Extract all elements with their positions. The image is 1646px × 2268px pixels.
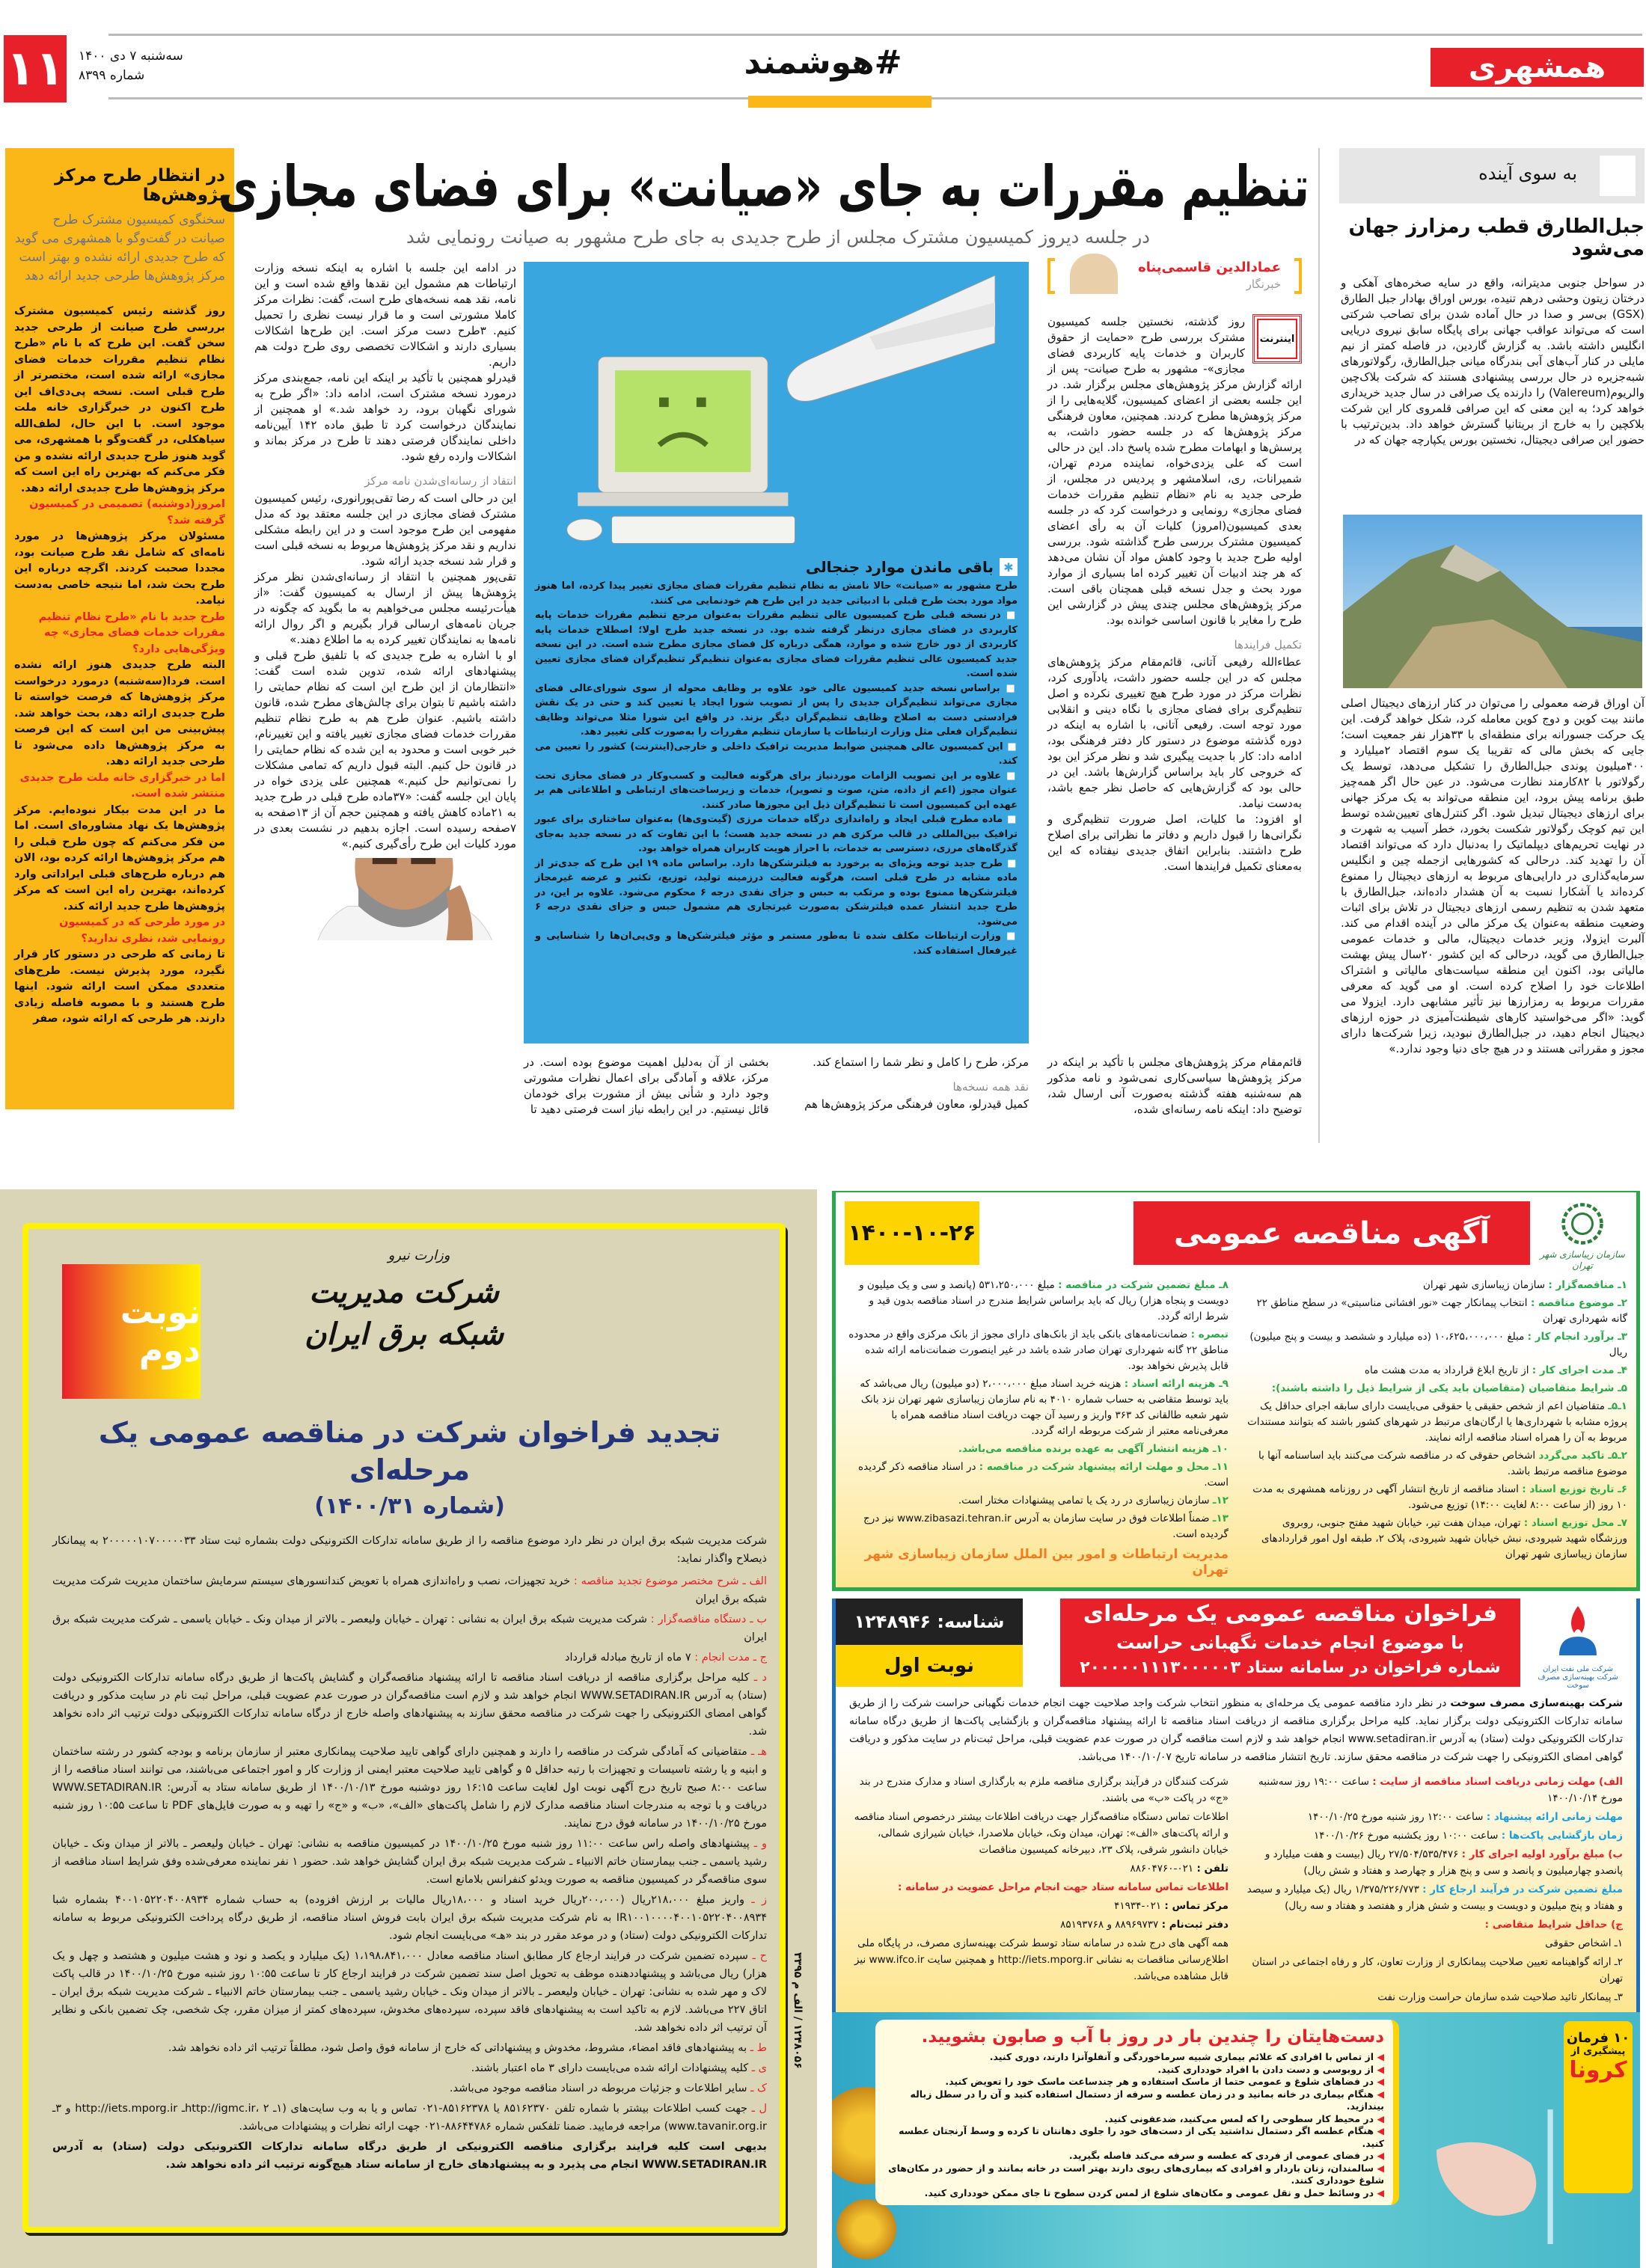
clause-text: سازمان زیباسازی در رد یک یا تمامی پیشنهادات مختار است. <box>958 1495 1210 1507</box>
ad-subtitle: با موضوع انجام خدمات نگهبانی حراست <box>1116 1632 1464 1653</box>
ad-clause <box>1243 1448 1627 1480</box>
paragraph: عطاءالله رفیعی آتانی، قائم‌مقام مرکز پژوهش‌های مجلس که در این جلسه حضور داشت، یادآوری کرد، نظرات مرکز در مورد طرح هیچ تغییری نکرده و اصل تنظیم‌گری برای فضای مجازی با نگاه دینی و انقلابی مورد توجه است. رفیعی آتانی، با اشاره به اینکه در دوره گذشته موضوع در دستور کار دفتر فرهنگی بود، ادامه داد: کار با جدیت پیگیری شد و نظر مرکز این بود که خروجی کار باید براساس گزارش‌ها باشد. این در حالی بود که گزارش‌هایی که حاصل نظر جمع باشد، به‌دست نیامد. <box>1047 655 1302 810</box>
badge-line: کرونا <box>1569 2057 1627 2083</box>
ad-intro <box>836 1687 1636 1766</box>
clause-label: تبصره : <box>1190 1328 1229 1340</box>
clause-text: ۱ـ اشخاص حقوقی <box>1545 1937 1623 1949</box>
list-item: ■ این کمیسیون عالی همچنین ضوابط مدیریت ترافیک داخلی و خارجی(اینترنت) کشور را تعیین می کند. <box>535 740 1018 769</box>
ad-number: (شماره ۱۴۰۰/۳۱) <box>314 1493 505 1519</box>
clause-text: ۲ـ ارائه گواهینامه تعیین صلاحیت پیمانکاری از وزارت تعاون، کار و رفاه اجتماعی در استان تهران <box>1252 1956 1623 1985</box>
sad-computer-illustration <box>535 262 1018 554</box>
ad-clause <box>1243 1954 1623 1987</box>
gibraltar-paragraph: آن اوراق قرضه معمولی را می‌توان در کنار ارزهای دیجیتال اصلی مانند بیت کوین و دوج کوین معامله کرد، شکل خواهد گرفت. این یک حرکت جسورانه برای منطقه‌ای با ۳۳هزار نفر جمعیت است؛ جایی که بخش مالی که تقریبا یک سوم اقتصاد ۲میلیارد و ۴۰۰میلیون پوندی جبل‌الطارق را تشکیل می‌دهد، توسط یک رگولاتور با ۸۲کارمند نظارت می‌شود. در عین حال اگر همه‌چیز طبق برنامه پیش برود، این منطقه می‌تواند به یک مرکز جهانی برای ارزهای دیجیتال تبدیل شود. اگر کنترل‌های تعیین‌شده توسط این تیم کوچک رگولاتور شکست بخورد، خطر آسیب به شهرت و در نهایت تحریم‌های دیپلماتیک را به‌دنبال دارد که می‌تواند اقتصاد آن را تهدید کند. درحالی که کشورهایی ازجمله چین و انگلیس سرمایه‌گذاری در دارایی‌های مربوط به ارزهای دیجیتال را ممنوع کرده‌اند یا آشکارا نسبت به آن هشدار داده‌اند، جبل‌الطارق با متعهد شدن به تنظیم رسمی ارزهای دیجیتال در تلاش برای اثبات وضعیت منطقه به‌عنوان یک مرکز مالی در آینده اقدام می کند. آلبرت ایزولا، وزیر خدمات دیجیتال، مالی و خدمات عمومی جبل‌الطارق می گوید، درحالی که این کشور ۲۰سال پیش بهشت مالیاتی بود، اکنون این منطقه سیاست‌های مالیاتی و اشتراک اطلاعات خود را اصلاح کرده است. او می گوید که معرفی مقررات مربوط به رمزارزها نیز تأثیر مشابهی دارد. ایزولا می گوید: «اگر می‌خواستید کارهای شیطنت‌آمیزی در حوزه ارزهای دیجیتال انجام دهید، در جبل‌الطارق نبودید، زیرا شرکت‌ها دارای مجوز و مقرراتی هستند و در هیچ جای دنیا وجود ندارد.» <box>1341 696 1645 1055</box>
page-number: ۱۱ <box>4 35 67 102</box>
list-item: ■ براساس نسخه جدید کمیسیون عالی خود علاوه بر وظایف محوله از سوی شورای‌عالی فضای مجازی می‌تواند تنظیم‌گران جدیدی را پس از تصویب شورا ایجاد یا تعیین کند و حتی در یک نقش فرادستی دست به اصلاح وظایف تنظیم‌گران دیگر بزند. در واقع این شورا مثلا می‌تواند وظایف تنظیم‌گران فعلی مثل وزارت ارتباطات یا سازمان تنظیم مقررات را به‌صورت کلی تغییر دهد. <box>535 681 1018 740</box>
clause-text: هزینه خرید اسناد مبلغ ۲،۰۰۰،۰۰۰ (دو میلیون) ریال می‌باشد که باید توسط متقاضی به حساب شماره ۴۰۱۰ به نام سازمان زیباسازی شهر تهران نزد بانک شهر شعبه طالقانی کد ۳۶۳ واریز و رسید آن جهت دریافت اسناد مناقصه همراه با معرفی‌نامه معتبر از شرکت مربوطه ارائه گردد. <box>860 1378 1229 1437</box>
bracket-left <box>1047 258 1055 294</box>
ad-id: شناسه: ۱۲۴۸۹۴۶ <box>836 1599 1023 1645</box>
ad-clause <box>1243 1363 1627 1379</box>
hand-washing-illustration <box>1423 2102 1558 2252</box>
ad-clause <box>845 1278 1229 1325</box>
clause-text: تهران، میدان هفت تیر، خیابان شهید مفتح جنوبی، روبروی ورزشگاه شهید شیرودی، نبش خیابان شهید شیرودی، پلاک ۲، طبقه اول امور قراردادهای سازمان زیباسازی شهر تهران <box>1261 1517 1627 1560</box>
clause-label: هـ ـ <box>750 1746 768 1758</box>
ad-clause <box>52 2059 767 2077</box>
ad-clause <box>52 1572 767 1608</box>
clause-label: الف) مهلت زمانی دریافت اسناد مناقصه از سایت : <box>1372 1776 1623 1788</box>
virus-illustration <box>836 2199 896 2259</box>
intro-text: در نظر دارد مناقصه عمومی یک مرحله‌ای به منظور انتخاب شرکت واجد صلاحیت جهت انجام خدمات نگهبانی حراست شرکت را از طریق سامانه تدارکات الکترونیکی دولت برگزار نماید. کلیه مراحل برگزاری مناقصه از دریافت اسناد مناقصه تا ارائه پیشنهاد مناقصه‌گران و بازگشایی پاکت‌ها از طریق درگاه سامانه تدارکات الکترونیکی دولت (ستاد) به آدرس www.setadiran.ir انجام خواهد شد و لازم است مناقصه گران در صورت عدم عضویت قبلی، مراحل ثبت‌نام در سایت مذکور و دریافت گواهی امضای الکترونیکی را جهت شرکت در مناقصه محقق سازند. تاریخ انتشار مناقصه در سامانه تاریخ ۱۴۰۰/۱۰/۰۷ می‌باشد. <box>849 1697 1623 1763</box>
ad-clause <box>52 1610 767 1646</box>
paragraph: روز گذشته، نخستین جلسه کمیسیون مشترک بررسی طرح «حمایت از حقوق کاربران و خدمات پایه کاربردی فضای مجازی»- مشهور به طرح صیانت- پس از ارائه گزارش مرکز پژوهش‌های مجلس برگزار شد. در این جلسه بعضی از اعضای کمیسیون، گلایه‌هایی را از مرکز پژوهش‌ها مطرح کردند. همچنین، معاون فرهنگی مرکز پژوهش‌ها که در جلسه حضور داشت، به پرسش‌ها و ابهامات مطرح شده پاسخ داد. این در حالی است که علی یزدی‌خواه، نماینده مردم تهران، شمیرانات، ری، اسلامشهر و پردیس در مجلس، از طرحی جدید به نام «نظام تنظیم مقررات خدمات فضای مجازی» رونمایی و درخواست کرد که در جلسه بعدی کمیسیون(امروز) کلیات آن به رأی اعضای کمیسیون مشترک بررسی طرح گذاشته شود. بررسی اولیه طرح جدید با وجود کاهش مواد آن نشان می‌دهد که هر چند ادبیات آن تغییر کرده اما بسیاری از موارد مورد بحث و جدل نسخه قبلی همچنان باقی است. مرکز پژوهش‌های مجلس چندی پیش در گزارشی این طرح را مغایر با قانون اساسی خوانده بود. <box>1047 315 1302 627</box>
ad-clause <box>849 1916 1229 1933</box>
ad-clause <box>1243 1989 1623 2005</box>
column-kicker <box>1339 148 1645 203</box>
star-icon: ✱ <box>1000 558 1018 576</box>
ministry-logo-text: وزارت نیرو <box>388 1248 450 1263</box>
clause-text: ۲۷/۵۰۴/۵۳۵/۴۷۶ ریال (بیست و هفت میلیارد و پانصدو چهارمیلیون و پانصد و سی و پنج هزار و چهارصد و هفتاد و شش ریال) <box>1264 1848 1623 1877</box>
clause-label: الف ـ شرح مختصر موضوع تجدید مناقصه : <box>573 1575 768 1587</box>
paragraph: تا زمانی که طرحی در دستور کار قرار نگیرد، مورد پذیرش نیست. طرح‌های متعددی ممکن است ارائه شود. اینها طرح هستند و با مصوبه فاصله زیادی دارند. هر طرحی که ارائه شود، صفر <box>14 948 225 1025</box>
ad-clause <box>849 1898 1229 1914</box>
ten-commands-badge <box>1564 2021 1633 2193</box>
ad-clause <box>849 1879 1229 1895</box>
clause-text: ۰۲۱-۸۸۶۰۴۷۶۰ <box>1130 1863 1194 1875</box>
ad-col <box>845 1278 1229 1578</box>
ad-clause <box>52 2100 767 2136</box>
clause-label: ۱ـ مناقصه‌گزار : <box>1548 1279 1627 1291</box>
clause-text: ۸۸۹۶۹۷۳۷ و ۸۵۱۹۳۷۶۸ <box>1060 1919 1159 1931</box>
advice-title: دست‌هایتان را چندین بار در روز با آب و صابون بشویید. <box>921 2027 1384 2047</box>
clause-label: ۵ـ شرایط متقاضیان (متقاضیان باید یکی از شرایط ذیل را داشته باشند): <box>1271 1382 1627 1394</box>
clause-label: اطلاعات تماس سامانه ستاد جهت انجام مراحل عضویت در سامانه : <box>897 1881 1229 1893</box>
list-item: ◀ از روبوسی و دست دادن با افراد خودداری کنید. <box>884 2064 1384 2077</box>
paragraph: ما در این مدت بیکار نبوده‌ایم. مرکز پژوهش‌ها یک نهاد مشاوره‌ای است. اما من فکر می‌کنم که چون طرح قبلی را هم مرکز پژوهش‌ها ارائه کرده بود، الان هم درباره طرح‌های قبلی ایراداتی وارد کرده‌اند، بهترین راه این است که مرکز پژوهش‌ها طرح جدید ارائه کند. <box>14 803 225 913</box>
column-text <box>784 1055 1029 1112</box>
article-column-right-bottom: قائم‌مقام مرکز پژوهش‌های مجلس با تأکید بر اینکه در مرکز پژوهش‌ها سیاسی‌کاری نمی‌شود و نامه مذکور هم سه‌شنبه هفته گذشته به‌صورت آنی ارسال شد، توضیح داد: اینکه نامه رسانه‌ای شده، <box>1047 1055 1302 1116</box>
clause-label: زمان بازگشایی پاکت‌ها : <box>1501 1830 1623 1842</box>
list-item: ■ در نسخه قبلی طرح کمیسیون عالی تنظیم مقررات به‌عنوان مرجع تنظیم مقررات خدمات پایه کاربردی در فضای مجازی درنظر گرفته شده بود. در نسخه جدید طرح اولا؛ اصطلاح خدمات پایه کاربردی از دور خارج شده و موارد، همگی درباره کل فضای مجازی مطرح شده است. در این نسخه جدید کمیسیون عالی تنظیم مقررات فضای مجازی به‌عنوان تنظیم‌گر تنظیم‌گران فضای مجازی تعیین شده است. <box>535 608 1018 681</box>
clause-text: کلیه مراحل برگزاری مناقصه از دریافت اسناد مناقصه تا ارائه پیشنهاد مناقصه‌گران و گشایش پاکت‌ها از طریق درگاه سامانه تدارکات الکترونیکی دولت (ستاد) به آدرس WWW.SETADIRAN.IR انجام خواهد شد و لازم است مناقصه‌گران در صورت عدم عضویت قبلی، مراحل ثبت نام در سایت مذکور و دریافت گواهی امضای الکترونیکی را جهت شرکت در مناقصه محقق سازند به پیشنهادهای واصله خارج از درگاه سامانه تدارکات الکترونیکی دولت ترتیب اثر داده نخواهد شد. <box>52 1672 767 1738</box>
ad-header <box>836 1599 1636 1690</box>
clause-text: سازمان زیباسازی شهر تهران <box>1422 1279 1546 1291</box>
intro-company: شرکت بهینه‌سازی مصرف سوخت <box>1450 1697 1623 1709</box>
clause-label: ب) مبلغ برآورد اولیه اجرای کار : <box>1461 1848 1623 1860</box>
ad-clause <box>849 1860 1229 1877</box>
issue-number: شماره ۸۳۹۹ <box>79 68 145 83</box>
ad-clause <box>849 1809 1229 1858</box>
clause-label: ۶ـ تاریخ توزیع اسناد : <box>1522 1483 1627 1495</box>
bottom-col-mid: بخشی از آن به‌دلیل اهمیت موضوع بوده است. در مرکز، علاقه و آمادگی برای اعمال نظرات مشورتی وجود دارد و شأنی بیش از مشورت برای خودمان قائل نیستیم. در این رابطه نیاز است فرصتی دهید تا <box>524 1055 769 1116</box>
clause-label: و ـ <box>753 1838 767 1850</box>
clause-label: ۲ـ۵ـ تاکید می‌گردد <box>1538 1450 1627 1462</box>
ad-clause <box>52 1743 767 1833</box>
ad-zibasazi-tender <box>832 1191 1640 1591</box>
ad-signature: مدیریت ارتباطات و امور بین الملل سازمان زیباسازی شهر تهران <box>864 1547 1229 1578</box>
clause-text: واریز مبلغ ۲۱۸،۰۰۰ریال (۲۰۰،۰۰۰ریال خرید اسناد و ۱۸،۰۰۰ریال مالیات بر ارزش افزوده) به حساب شماره ۴۰۰۱۰۵۲۲۰۴۰۰۸۹۳۴ بشماره شبا IR۱۰۰۱۰۰۰۰۴۰۰۱۰۵۲۲۰۴۰۰۸۹۳۴ به نام شرکت مدیریت شبکه برق ایران بابت فروش اسناد مناقصه، از طریق درگاه پرداخت الکترونیکی مربوط به سامانه تدارکات الکترونیکی دولت (ستاد) و در موعد مقرر در بند «هـ» می‌بایست انجام شود. <box>52 1894 767 1942</box>
ad-clause <box>845 1441 1229 1457</box>
ad-clause <box>845 1327 1229 1374</box>
ad-clause <box>1243 1296 1627 1327</box>
org-name: شرکت ملی نفت ایران <box>1543 1665 1613 1673</box>
ad-columns <box>845 1278 1627 1578</box>
list-item: ◀ هنگام بیماری در خانه بمانید و در زمان عطسه و سرفه از دستمال استفاده کنید و آن را در سطل زباله بیندازید. <box>884 2088 1384 2113</box>
clause-text: ساعت ۱۲:۰۰ روز شنبه مورخ ۱۴۰۰/۱۰/۲۵ <box>1307 1811 1484 1823</box>
box-title-text: باقی ماندن موارد جنجالی <box>805 558 994 576</box>
clause-label: ۱۰ـ هزینه انتشار آگهی به عهده برنده مناقصه می‌باشد. <box>958 1443 1229 1455</box>
bottom-col-left <box>784 1055 1029 1118</box>
article-column-left <box>254 260 516 940</box>
column-divider <box>1318 148 1320 1143</box>
clause-text: شرکت مدیریت شبکه برق ایران به نشانی : تهران ـ خیابان ولیعصر ـ بالاتر از میدان ونک ـ خیابان یاسمی ـ شرکت مدیریت شبکه برق ایران <box>52 1613 767 1643</box>
list-item: ◀ هنگام عطسه اگر دستمال نداشتید یکی از دست‌های خود را جلوی دهانتان تا کرده و وسط آرنجتان عطسه کنید. <box>884 2125 1384 2150</box>
ad-clause <box>52 1649 767 1667</box>
section-accent-bar <box>748 96 931 108</box>
list-item: ◀ سالمندان، زنان باردار و افرادی که بیماری‌های ریوی دارند بهتر است در خانه بمانند و از حضور در مکان‌های شلوغ خودداری کنند. <box>884 2163 1384 2187</box>
ad-clause <box>1243 1329 1627 1361</box>
clause-text: ۷ ماه از تاریخ مبادله قرارداد <box>564 1652 691 1664</box>
badge-line: پیشگیری از <box>1570 2046 1626 2057</box>
clause-label: ۱۱ـ محل و مهلت ارائه پیشنهاد شرکت در مناقصه : <box>979 1461 1229 1473</box>
clause-text: ۱/۳۷۵/۲۲۶/۷۷۳ ریال (یک میلیارد و سیصد و هفتاد و پنج میلیون و دویست و بیست و شش هزار و هفتصد و هفتاد و سه ریال) <box>1246 1884 1623 1912</box>
ad-clause <box>1243 1381 1627 1397</box>
subheading: تکمیل فرایندها <box>1234 638 1302 652</box>
header-top-rule <box>108 34 1642 36</box>
ad-clause <box>1243 1399 1627 1446</box>
ad-clause <box>845 1493 1229 1509</box>
ad-clause <box>52 1669 767 1741</box>
clause-label: ۱ـ۵ـ <box>1608 1400 1627 1412</box>
ad-clause <box>52 1947 767 2037</box>
clause-text: ۰۲۱-۴۱۹۳۴ <box>1114 1900 1162 1912</box>
interview-question: امروز(دوشنبه) تصمیمی در کمیسیون گرفته شد؟ <box>29 498 225 527</box>
clause-label: د ـ <box>753 1672 767 1684</box>
clause-label: ۸ـ مبلغ تضمین شرکت در مناقصه : <box>1058 1279 1229 1291</box>
clause-text: متقاضیانی که آمادگی شرکت در مناقصه را دارند و همچنین دارای گواهی تایید صلاحیت پیمانکاری معتبر از سازمان برنامه و بودجه کشور در رشته ساختمان و ابنیه و یا رشته تاسیسات و تجهیزات با رتبه حداقل ۵ و گواهی تایید صلاحیت معتبر ایمنی از وزارت کار و امور اجتماعی می‌باشند، می توانند اسناد مناقصه را از ساعت ۸:۰۰ صبح تاریخ درج آگهی نوبت اول لغایت ساعت ۱۶:۱۵ روز دوشنبه مورخ ۱۴۰۰/۱۰/۱۳ از طریق سامانه ستاد به آدرس: WWW.SETADIRAN.IR دریافت و با توجه به مندرجات اسناد مناقصه مدارک لازم را شامل پاکت‌های «الف»، «ب» و «ج» را تهیه و به صورت فایل‌های PDF تا ساعت ۱۰:۵۵ روز شنبه مورخ ۱۴۰۰/۱۰/۲۵ در سامانه فوق درج نمایند. <box>52 1746 767 1830</box>
clause-label: مهلت زمانی ارائه پیشنهاد : <box>1486 1811 1623 1823</box>
paragraph: او با اشاره به طرح جدیدی که با تلفیق طرح قبلی و پیشنهادهای ارائه شده، تدوین شده است گفت: «انتظارمان از این طرح این است که نظام حمایتی را داشته باشیم تا بتوان برای چالش‌های مطرح شده، قانون داشته باشیم. عنوان طرح هم به طرح نظام تنظیم مقررات خدمات فضای مجازی تغییر یافته و این تغییرنام، خبر خوبی است و محدود به این شده که نظام حمایتی را در قانون حل کنیم. البته قبول داریم که تمامی مشکلات را نمی‌توانیم حل کنیم.» همچنین علی یزدی خواه در پایان این جلسه گفت: «۳۷ماده طرح قبلی در طرح جدید به ۲۱ماده کاهش یافته و همچنین حجم آن از ۱۳صفحه به ۷صفحه رسیده است. اجازه بدهیم در نشست بعدی در مورد کلیات این طرح رأی‌گیری کنیم.» <box>254 649 517 851</box>
clause-text: شرکت کنندگان در فرآیند برگزاری مناقصه ملزم به بارگذاری اسناد و مدارک مندرج در بند «ج» در پاکت «ب» می باشند. <box>859 1776 1229 1804</box>
list-item: ■ وزارت ارتباطات مکلف شده تا به‌طور مستمر و مؤثر فیلترشکن‌ها و وی‌پی‌ان‌ها را شناسایی و غیرفعال استفاده کند. <box>535 929 1018 958</box>
ad-col-items <box>845 1278 1229 1542</box>
clause-text: انتخاب پیمانکار جهت «نور افشانی مناسبتی» در سطح مناطق ۲۲ گانه شهرداری تهران <box>1256 1297 1627 1325</box>
clause-text: ضمناً اطلاعات فوق در سایت سازمان به آدرس www.zibasazi.tehran.ir نیز درج گردیده است. <box>863 1512 1229 1540</box>
clause-text: مبلغ ۱۰،۶۲۵،۰۰۰،۰۰۰ (ده میلیارد و ششصد و بیست و پنج میلیون) ریال <box>1249 1331 1627 1358</box>
paragraph: مرکز، طرح را کامل و نظر شما را استماع کند. <box>813 1055 1029 1069</box>
clause-text: سایر اطلاعات و جزئیات مربوطه در اسناد مناقصه موجود می‌باشد. <box>449 2082 747 2094</box>
ad-number: شماره فراخوان در سامانه ستاد ۲۰۰۰۰۰۱۱۱۳۰۰۰۰۰۳ <box>1080 1658 1501 1677</box>
box-intro: طرح مشهور به «صیانت» حالا نامش به نظام تنظیم مقررات فضای مجازی تغییر پیدا کرده، اما هنوز مواد مورد بحث طرح قبلی با ادبیاتی جدید در این طرح هم خودنمایی می کنند. <box>535 580 1018 607</box>
ad-date: ۱۴۰۰-۱۰-۲۶ <box>845 1201 979 1265</box>
clause-label: ز ـ <box>751 1894 767 1906</box>
paragraph: کمیل قیدرلو، معاون فرهنگی مرکز پژوهش‌ها هم <box>804 1097 1029 1111</box>
org-name: شرکت بهینه‌سازی مصرف سوخت <box>1538 1673 1618 1690</box>
ad-clause <box>1243 1774 1623 1806</box>
round-badge: نوبت اول <box>836 1645 1023 1687</box>
clause-text: همه آگهی های درج شده در سامانه ستاد توسط شرکت بهینه‌سازی مصرف، در پایگاه ملی اطلاع‌رسانی مناقصات به نشانی http://iets.mporg.ir و همچنین سایت www.ifco.ir نیز قابل مشاهده می‌باشد. <box>854 1937 1229 1982</box>
article-bottom-columns <box>524 1055 1029 1118</box>
byline <box>1047 258 1302 294</box>
ad-left-body <box>52 1414 767 2178</box>
clause-text: جهت کسب اطلاعات بیشتر با شماره تلفن ۸۵۱۶۲۳۷۰ یا ۸۵۱۶۲۳۷۸-۰۲۱ تماس و یا به وب سایت‌های (۱ـ http://igmc.ir، ۲ـ http://iets.mporg.ir و ۳ـ www.tavanir.org.ir) مراجعه فرمایید. ضمنا تلفکس شماره ۸۸۶۴۴۷۸۶-۰۲۱ جهت ارائه نظرات و پیشنهادات می‌باشد. <box>52 2103 767 2133</box>
subheading: نقد همه نسخه‌ها <box>952 1080 1029 1094</box>
author-role: خبرنگار <box>1246 278 1281 291</box>
ad-clause <box>1243 1278 1627 1293</box>
list-item: ◀ در وسائط حمل و نقل عمومی و مکان‌های شلوغ از لمس کردن سطوح تا جای ممکن خودداری کنید. <box>884 2187 1384 2200</box>
paragraph: تقی‌پور همچنین با انتقاد از رسانه‌ای‌شدن نظر مرکز پژوهش‌ها پیش از ارسال به کمیسیون گفت: «از هیأت‌رئیسه مجلس می‌خواهیم به ما بگوید که چگونه در جریان نامه‌های ارسالی قرار بگیریم و اگر روال ارائه نامه‌ها به نمایندگان تغییر کرده به ما اطلاع دهند.» <box>254 570 516 646</box>
list-item: ■ علاوه بر این تصویب الزامات موردنیاز برای هرگونه فعالیت و کسب‌وکار در فضای مجازی تحت عنوان مجوز (اعم از داده، متن، صوت و تصویر)، خدمات و زیرساخت‌های ارتباطی و اطلاعاتی هم بر عهده این کمیسیون است تا تنظیم‌گران ذیل این مجوزها صادر کنند. <box>535 769 1018 813</box>
ad-clause <box>1243 1515 1627 1563</box>
box-title <box>535 558 1018 576</box>
newspaper-logo: همشهری <box>1431 48 1644 87</box>
advice-list <box>884 2051 1384 2199</box>
author-avatar <box>1070 254 1118 294</box>
ad-intro: شرکت مدیریت شبکه برق ایران در نظر دارد موضوع مناقصه را از طریق سامانه تدارکات الکترونیکی دولت بشماره ثبت ستاد ۲۰۰۰۰۰۱۰۷۰۰۰۰۰۳۳ به پیمانکار ذیصلاح واگذار نماید: <box>52 1535 768 1565</box>
list-item: ■ طرح جدید توجه ویژه‌ای به برخورد به فیلترشکن‌ها دارد. براساس ماده ۱۹ این طرح که جدی‌تر از ماده مشابه در طرح قبلی است، هرگونه فعالیت درزمینه تولید، توزیع، تکثیر و عرضه غیرمجاز فیلترشکن‌ها ممنوع بوده و مرتکب به حبس و جزای نقدی درجه ۶ محکوم می‌شود. علاوه بر این، در طرح جدید انتشار عمده فیلترشکن به‌صورت غیرتجاری هم مشمول حبس و جزای نقدی درجه ۶ می‌شود. <box>535 856 1018 930</box>
ad-title: فراخوان مناقصه عمومی یک مرحله‌ای <box>1083 1601 1498 1627</box>
topic-tag: اینترنت <box>1252 314 1302 364</box>
clause-label: ۲ـ موضوع مناقصه : <box>1530 1297 1627 1309</box>
column-text <box>1047 314 1302 874</box>
clause-label: مبلغ تضمین شرکت در فرآیند ارجاع کار : <box>1422 1884 1623 1895</box>
ad-header <box>845 1201 1627 1272</box>
clause-label: ج) حداقل شرایط متقاضی : <box>1484 1919 1623 1931</box>
clause-label: ۱۳ـ <box>1212 1512 1229 1524</box>
clause-text: پیشنهادهای واصله راس ساعت ۱۱:۰۰ روز شنبه مورخ ۱۴۰۰/۱۰/۲۵ در کمیسیون مناقصه به نشانی: تهران ـ خیابان ولیعصر ـ بالاتر از میدان ونک ـ خیابان رشید یاسمی ـ جنب بیمارستان خاتم الانبیاء ـ شرکت مدیریت شبکه برق ایران گشایش خواهد شد. حضور ۱ نفر نماینده معرفی‌شده وفق شرایط اسناد مناقصه از سوی مناقصه‌گر در کمیسیون مناقصه به صورت ویدئو کنفرانس بلامانع است. <box>52 1838 767 1886</box>
paragraph: این در حالی است که رضا تقی‌پورانوری، رئیس کمیسیون مشترک فضای مجازی در این جلسه معتقد بود که مدل مفهومی این طرح موجود است و در این رابطه مشکلی نداریم و نقد مرکز پژوهش‌ها مربوط به نسخه قبلی است و قرار شد نسخه جدید ارائه شود. <box>254 491 516 568</box>
issue-date: سه‌شنبه ۷ دی ۱۴۰۰ <box>79 49 183 64</box>
ad-clause <box>1243 1809 1623 1825</box>
clause-label: ۴ـ مدت اجرای کار : <box>1532 1364 1627 1376</box>
clause-label: ج ـ مدت انجام : <box>694 1652 767 1664</box>
paragraph: قیدرلو همچنین با تأکید بر اینکه این نامه، جمع‌بندی مرکز درمورد نسخه مشترک است، ادامه داد: «اگر طرح به شورای نگهبان برود، رد خواهد شد.» او همچنین از نمایندگان درخواست کرد تا طبق ماده ۱۴۲ آیین‌نامه داخلی نمایندگان فرصتی دهند تا طرح در مرکز بماند و اشکالات وارده رفع شود. <box>254 371 516 463</box>
org-name: سازمان زیباسازی شهر تهران <box>1540 1249 1625 1271</box>
clause-text: اسناد مناقصه از تاریخ انتشار آگهی در روزنامه همشهری به مدت ۱۰ روز (از ساعت ۸:۰۰ لغایت ۱۴:۰۰) توزیع می‌شود. <box>1252 1483 1627 1511</box>
ad-clause <box>1243 1482 1627 1513</box>
clause-text: به پیشنهادهای فاقد امضاء، مشروط، مخدوش و پیشنهاداتی که خارج از سامانه فوق واصل شود، مطلقاً ترتیب اثر داده نخواهد شد. <box>168 2042 747 2054</box>
ad-columns <box>836 1766 1636 2008</box>
clause-text: اشخاص حقوقی که در مناقصه شرکت می‌کنند باید اساسنامه آنها با موضوع مناقصه مرتبط باشد. <box>1258 1450 1627 1477</box>
section-title: #هوشمند <box>744 43 902 82</box>
clause-label: ی ـ <box>751 2062 767 2074</box>
round-badge: نوبت دوم <box>62 1264 201 1399</box>
corona-prevention-banner <box>832 2012 1640 2268</box>
ad-clause <box>1243 1935 1623 1952</box>
subheading: انتقاد از رسانه‌ای‌شدن نامه مرکز <box>364 474 516 488</box>
clause-text: سپرده تضمین شرکت در فرایند ارجاع کار مطابق اسناد مناقصه معادل ۱،۱۹۸،۸۴۱،۰۰۰ (یک میلیارد و یکصد و نود و هشت میلیون و هشتصد و چهل و یک هزار) ریال می‌باشد و پیشنهاددهنده موظف به تحویل اصل سند تضمین شرکت در فرایند ارجاع کار تا ساعت ۱۰:۵۵ روز شنبه مورخ ۱۴۰۰/۱۰/۲۵ در قالب پاکت لاک و مهر شده به نشانی: تهران ـ خیابان ولیعصر ـ بالاتر از میدان ونک ـ خیابان رشید یاسمی ـ جنب بیمارستان خاتم الانبیاء ـ شرکت مدیریت شبکه برق ایران ـ اتاق ۲۲۷ می‌باشد. لازم به تاکید است به پیشنهادهای فاقد سپرده، سپرده‌های مخدوش، سپرده‌های کمتر از میزان مقرر، چک شخصی، چک تضمین بانکی و نظایر آن ترتیب اثر داده نخواهد شد. <box>52 1950 768 2034</box>
gibraltar-photo <box>1343 515 1642 688</box>
right-ads-stack <box>832 1191 1640 2019</box>
interview-question: طرح جدید با نام «طرح نظام تنظیم مقررات خدمات فضای مجازی» چه ویژگی‌هایی دارد؟ <box>38 610 225 655</box>
clause-label: ۷ـ محل توزیع اسناد : <box>1523 1517 1627 1529</box>
ad-title-block <box>1060 1599 1520 1687</box>
clause-text: کلیه پیشنهادات ارائه شده می‌بایست دارای ۳ ماه اعتبار باشند. <box>471 2062 749 2074</box>
gibraltar-headline: جبل‌الطارق قطب رمزارز جهان می‌شود <box>1348 215 1645 260</box>
clause-label: ۳ـ برآورد انجام کار : <box>1527 1331 1627 1343</box>
paragraph: مسئولان مرکز پژوهش‌ها در مورد نامه‌ای که شامل نقد طرح صیانت بود، مجددا صحبت کردند. اگرچه درباره این طرح بحث شد، اما نتیجه خاصی به‌دست نیامد. <box>14 530 225 607</box>
list-item: ◀ از تماس با افرادی که علائم بیماری شبیه سرماخوردگی و آنفلوآنزا دارند، دوری کنید. <box>884 2051 1384 2064</box>
clause-label: ط ـ <box>750 2042 767 2054</box>
kicker-label: به سوی آینده <box>1478 163 1577 184</box>
advice-panel <box>875 2020 1399 2205</box>
ad-clause <box>1243 1916 1623 1933</box>
ad-clause <box>849 1774 1229 1806</box>
author-name: عمادالدین قاسمی‌پناه <box>1138 260 1281 275</box>
clause-label: ک ـ <box>750 2082 767 2094</box>
ad-title: تجدید فراخوان شرکت در مناقصه عمومی یک مرحله‌ای <box>98 1416 721 1486</box>
interview-question: در مورد طرحی که در کمیسیون رونمایی شد، نظری ندارید؟ <box>59 916 225 945</box>
ad-clause <box>845 1376 1229 1439</box>
clause-text: متقاضیان اعم از شخص حقیقی یا حقوقی می‌بایست دارای سابقه اجرای حداقل یک پروژه مشابه با شهرداری‌ها یا ارگان‌های مرتبط در شهرهای کشور باشند که بتوانند مستندات مربوط به آن را همراه اسناد مناقصه ارائه نمایند. <box>1247 1400 1627 1444</box>
kicker-square <box>1600 156 1636 196</box>
paragraph: در ادامه این جلسه با اشاره به اینکه نسخه وزارت ارتباطات هم مشمول این نقدها واقع شده است و این نامه، نقد همه نسخه‌های طرح است، گفت: نظرات مرکز کاملا مشورتی است و ما قرار نیست نظری را تحمیل کنیم. ۳طرح دست مرکز است. این طرح‌ها اشکالات بسیاری دارند و اشکالات تخصصی روی طرح دولت هم داریم. <box>254 261 516 369</box>
spokesperson-photo <box>292 858 516 940</box>
column-text <box>254 260 516 852</box>
ad-clause <box>849 1935 1229 1985</box>
company-calligraphy-logo: شرکت مدیریت شبکه برق ایران <box>304 1275 504 1352</box>
ad-footer: بدیهی است کلیه فرایند برگزاری مناقصه الکترونیکی از طریق درگاه سامانه تدارکات الکترونیکی دولت (ستاد) به آدرس WWW.SETADIRAN.IR انجام می پذیرد و به پیشنهادهای خارج از سامانه ستاد هیچ‌گونه ترتیب اثر داده نخواهد شد. <box>52 2141 767 2171</box>
ad-clause <box>845 1511 1229 1542</box>
sidebar-body <box>14 304 225 1028</box>
ad-clause <box>52 1835 767 1889</box>
article-column-right <box>1047 314 1302 874</box>
clause-text: از تاریخ ابلاغ قرارداد به مدت هشت ماه <box>1364 1364 1529 1376</box>
tehran-beautification-logo <box>1538 1201 1627 1272</box>
gibraltar-paragraph: در سواحل جنوبی مدیترانه، واقع در سایه صخره‌های آهکی و درختان زیتون وحشی درهم تنیده، بورس اوراق بهادار جبل الطارق (GSX) بی‌سر و صدا در حال آماده شدن برای تصاحب شرکتی است که می‌تواند عواقب جهانی برای پایگاه سابق نیروی دریایی انگلیس داشته باشد. به گزارش گاردین، در فاصله کمتر از نیم مایلی در کنار آب‌های آبی بندرگاه میانی جبل‌الطارق، رگولاتورهای شبه‌جزیره در حال بررسی پیشنهادی هستند که شرکت بلاک‌چین والریوم(Valereum) را دارنده یک صرافی در سال جدید خریداری خواهد کرد؛ به این معنی که این صرافی قلمروی کار این شرکت بلاکچین را به خارج از بریتانیا گسترش خواهد داد. بدین‌ترتیب با حضور این صرافی دیجیتال، نخستین بورس یکپارچه جهان که در <box>1341 276 1645 447</box>
sidebar-lead: سخنگوی کمیسیون مشترک طرح صیانت در گفت‌وگو با همشهری می گوید که طرح جدیدی ارائه نشده و بهتر است مرکز پژوهش‌ها طرحی جدید ارائه دهد <box>14 212 225 284</box>
ad-clause <box>1243 1881 1623 1914</box>
list-item: ◀ در محیط کار سطوحی را که لمس می‌کنید، ضدعفونی کنید. <box>884 2113 1384 2126</box>
paragraph: البته طرح جدیدی هنوز ارائه نشده است. فردا(سه‌شنبه) درمورد درخواست مرکز پژوهش‌ها که فرصت خواسته تا طرح جدیدی ارائه دهد، بحث خواهد شد. پیش‌بینی من این است که این فرصت به مرکز پژوهش‌ها داده می‌شود تا طرحی جدید ارائه دهد. <box>14 659 225 767</box>
clause-text: ضمانت‌نامه‌های بانکی باید از بانک‌های دارای مجوز از بانک مرکزی واقع در محدوده مناطق ۲۲ گانه شهرداری تهران صادر شده باشد در غیر اینصورت ضمانت‌نامه ارائه شده قابل پذیرش نخواهد بود. <box>848 1328 1229 1372</box>
paragraph: او افزود: ما کلیات، اصل ضرورت تنظیم‌گری و نگرانی‌ها را قبول داریم و دفاتر ما نظراتی برای اصلاح طرح داشتند. بنابراین اتفاق جدیدی نیفتاده که این به‌معنای تکمیل فرایندها است. <box>1047 812 1302 873</box>
ad-items <box>52 1572 767 2136</box>
clause-label: ح ـ <box>752 1950 767 1962</box>
clause-text: اطلاعات تماس دستگاه مناقصه‌گزار جهت دریافت اطلاعات بیشتر درخصوص اسناد مناقصه و ارائه پاکت‌های «الف»: تهران، میدان ونک، خیابان ملاصدرا، خیابان شیرازی شمالی، خیابان دانشور شرقی، پلاک ۲۳، دبیرخانه کمیسیون مناقصات <box>854 1811 1229 1856</box>
clause-text: خرید تجهیزات، نصب و راه‌اندازی همراه با تعویض کندانسورهای سیستم سرمایش ساختمان مدیریت شرکت مدیریت شبکه برق ایران <box>52 1575 767 1605</box>
ad-clause <box>52 2079 767 2097</box>
list-item: ■ ماده مطرح قبلی ایجاد و راه‌اندازی درگاه خدمات مرزی (گیت‌وی‌ها) به‌عنوان ساختاری برای عبور ترافیک بین‌المللی در قالب مرکزی هم در نسخه جدید هست؛ با این تفاوت که در نسخه جدید به‌جای گذرگاه‌های مرزی، دسترسی به خدمات، با احراز هویت کاربران همراه خواهد بود. <box>535 812 1018 856</box>
article-headline: تنظیم مقررات به جای «صیانت» برای فضای مجازی <box>218 153 1309 220</box>
clause-label: ۱۲ـ <box>1212 1495 1229 1507</box>
ad-clause <box>845 1459 1229 1491</box>
clause-label: مرکز تماس : <box>1164 1900 1229 1912</box>
list-item: ◀ در فضای عمومی از فردی که عطسه و سرفه می‌کند فاصله بگیرید. <box>884 2150 1384 2163</box>
ad-clause <box>1243 1846 1623 1879</box>
ad-col <box>1243 1278 1627 1578</box>
clause-label: ۹ـ هزینه ارائه اسناد : <box>1124 1378 1229 1390</box>
ad-col <box>1243 1774 1623 2008</box>
ad-code: ۱۲۴۸۰۵۶ / الف م ۳۳۹۵ <box>792 1952 804 2069</box>
ad-clause <box>1243 1827 1623 1844</box>
ad-clause <box>52 2039 767 2057</box>
clause-label: ل ـ <box>751 2103 767 2115</box>
paragraph: روز گذشته رئیس کمیسیون مشترک بررسی طرح صیانت از طرحی جدید سخن گفت. این طرح که با نام «طرح نظام تنظیم مقررات خدمات فضای مجازی» ارائه شده است، مختصرتر از طرح قبلی است. نسخه پی‌دی‌اف این طرح اکنون در خبرگزاری خانه ملت موجود است. با این حال، لطف‌الله سیاهکلی، در گفت‌وگو با همشهری، می گوید هنوز طرح جدیدی ارائه نشده و من فکر می‌کنم که بهترین راه این است که مرکز پژوهش‌ها طرح جدیدی ارائه دهد. <box>14 305 225 494</box>
sidebar-box-controversial <box>524 262 1029 1043</box>
sidebar-title: در انتظار طرح مرکز پژوهش‌ها <box>54 166 225 205</box>
nioc-logo <box>1526 1603 1630 1690</box>
badge-line: ۱۰ فرمان <box>1566 2030 1630 2046</box>
clause-text: ساعت ۱۰:۰۰ روز یکشنبه مورخ ۱۴۰۰/۱۰/۲۶ <box>1313 1830 1499 1842</box>
article-subtitle: در جلسه دیروز کمیسیون مشترک مجلس از طرح جدیدی به جای طرح مشهور به صیانت رونمایی شد <box>406 227 1150 248</box>
clause-text: در اسناد مناقصه ذکر گردیده است. <box>858 1461 1229 1489</box>
ad-col <box>849 1774 1229 2008</box>
clause-label: ب ـ دستگاه مناقصه‌گزار : <box>650 1613 768 1625</box>
clause-label: تلفن : <box>1196 1863 1229 1875</box>
ad-fuel-optimization-tender <box>832 1599 1640 2019</box>
bracket-right <box>1294 258 1302 294</box>
ad-clause <box>52 1891 767 1945</box>
list-item: ◀ در فضاهای شلوغ و عمومی حتما از ماسک استفاده و هر چندساعت ماسک خود را تعویض کنید. <box>884 2076 1384 2088</box>
clause-text: ۳ـ پیمانکار تائید صلاحیت شده سازمان حراست وزارت نفت <box>1377 1991 1623 2003</box>
interview-question: اما در خبرگزاری خانه ملت طرح جدیدی منتشر شده است. <box>19 771 225 800</box>
clause-text: مبلغ ۵۳۱،۲۵۰،۰۰۰ (پانصد و سی و یک میلیون و دویست و پنجاه هزار) ریال که باید براساس شرایط مندرج در اسناد مناقصه بدون قید و شرط ارائه گردد. <box>859 1279 1229 1323</box>
box-bullets <box>535 608 1018 958</box>
ad-title: آگهی مناقصه عمومی <box>1133 1201 1530 1265</box>
clause-label: دفتر ثبت‌نام : <box>1161 1919 1229 1931</box>
interview-sidebar <box>5 148 234 1109</box>
clause-text: ساعت ۱۹:۰۰ روز سه‌شنبه مورخ ۱۴۰۰/۱۰/۱۴ <box>1258 1776 1623 1804</box>
issue-info <box>79 46 183 85</box>
